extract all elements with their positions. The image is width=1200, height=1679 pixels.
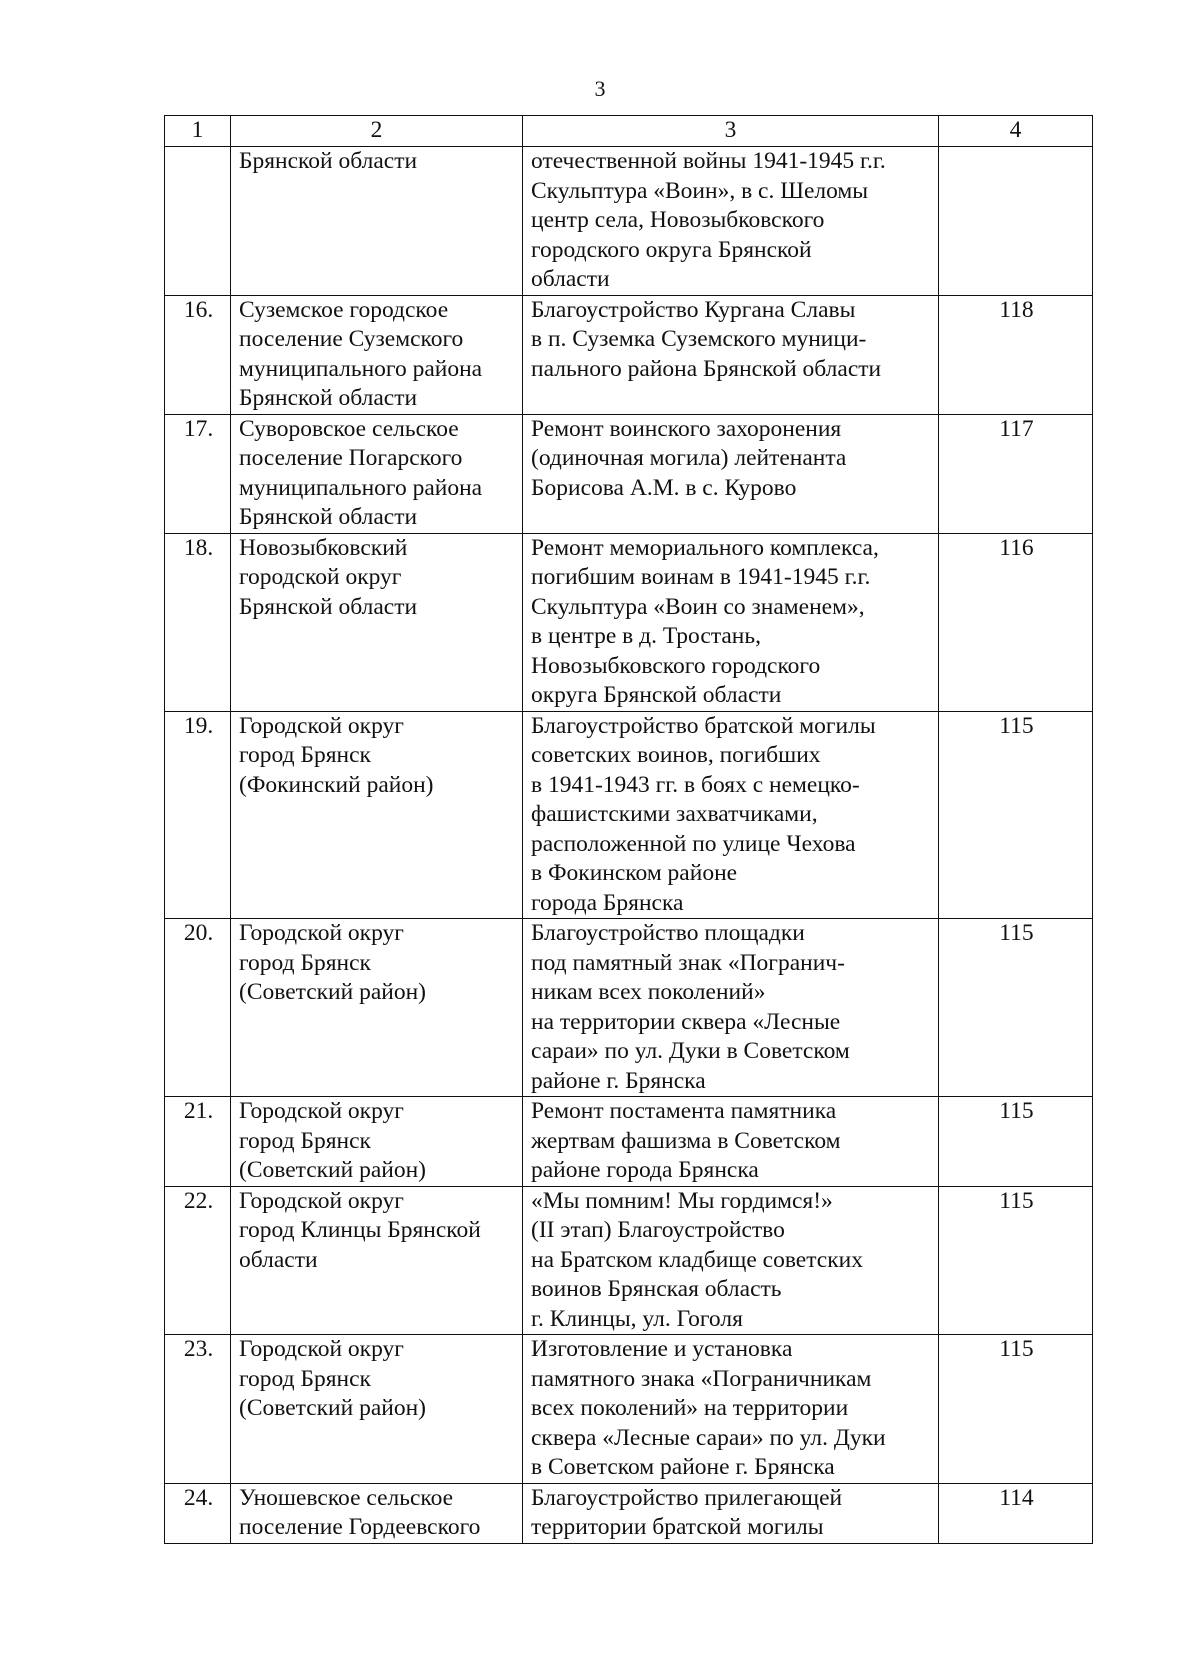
score-cell: 117 [939, 414, 1093, 533]
municipality-cell [231, 414, 523, 533]
project-cell [523, 414, 939, 533]
municipality-line: Суворовское сельское [239, 415, 459, 442]
project-line: расположенной по улице Чехова [531, 830, 856, 857]
municipality-line: город Брянск [239, 1365, 371, 1392]
municipality-line: Унoшевское сельское [239, 1484, 454, 1511]
project-line: советских воинов, погибших [531, 742, 821, 768]
table-row [165, 414, 1093, 533]
row-number: 19. [165, 711, 231, 919]
municipality-cell [231, 711, 523, 919]
row-number: 21. [165, 1097, 231, 1187]
score-cell: 115 [939, 919, 1093, 1097]
municipality-line: (Советский район) [239, 979, 426, 1005]
project-line: отечественной войны 1941-1945 г.г. [531, 148, 886, 174]
municipality-cell [231, 533, 523, 711]
project-line: Благоустройство братской могилы [531, 712, 876, 739]
row-number: 20. [165, 919, 231, 1097]
page-number: 3 [594, 76, 606, 101]
municipality-cell [231, 1097, 523, 1187]
project-line: Благоустройство площадки [531, 920, 805, 946]
municipality-line: муниципального района [239, 355, 483, 382]
project-cell [523, 1097, 939, 1187]
table-header-row [165, 116, 1093, 147]
project-cell [523, 1186, 939, 1335]
project-line: пального района Брянской области [531, 355, 882, 382]
municipality-line: (Советский район) [239, 1395, 426, 1421]
project-cell [523, 919, 939, 1097]
row-number [165, 147, 231, 296]
table-row [165, 1483, 1093, 1543]
project-line: в п. Суземка Суземского муници- [531, 326, 867, 352]
project-line: в центре в д. Тростань, [531, 623, 761, 649]
project-line: Скульптура «Воин», в с. Шеломы [531, 177, 869, 204]
project-line: области [531, 266, 610, 292]
table-row [165, 147, 1093, 296]
table-row [165, 1335, 1093, 1484]
score-cell: 116 [939, 533, 1093, 711]
municipality-line: город Клинцы Брянской [239, 1217, 481, 1243]
project-cell [523, 1483, 939, 1543]
project-line: воинов Брянская область [531, 1276, 782, 1302]
score-cell: 114 [939, 1483, 1093, 1543]
score-cell: 118 [939, 295, 1093, 414]
project-line: на Братском кладбище советских [531, 1246, 863, 1273]
header-col-1: 1 [165, 116, 231, 147]
municipality-cell [231, 1186, 523, 1335]
table-row [165, 1186, 1093, 1335]
row-number: 22. [165, 1186, 231, 1335]
score-cell [939, 147, 1093, 296]
project-line: погибшим воинам в 1941-1945 г.г. [531, 564, 871, 590]
table-row [165, 711, 1093, 919]
table-row [165, 295, 1093, 414]
project-line: Изготовление и установка [531, 1336, 793, 1362]
project-line: Благоустройство Кургана Славы [531, 296, 856, 323]
project-line: центр села, Новозыбковского [531, 207, 825, 233]
project-line: г. Клинцы, ул. Гоголя [531, 1305, 743, 1332]
municipality-line: Городской округ [239, 920, 404, 946]
project-line: памятного знака «Пограничникам [531, 1365, 872, 1392]
row-number: 17. [165, 414, 231, 533]
grants-table [164, 115, 1093, 1544]
municipality-line: Городской округ [239, 1187, 404, 1214]
municipality-line: Брянской области [239, 148, 418, 174]
table-body [165, 147, 1093, 1544]
table-row [165, 1097, 1093, 1187]
municipality-line: город Брянск [239, 742, 371, 768]
municipality-cell [231, 919, 523, 1097]
municipality-line: город Брянск [239, 1127, 371, 1154]
project-line: городского округа Брянской [531, 236, 812, 263]
municipality-line: поселение Суземского [239, 326, 464, 352]
municipality-line: Городской округ [239, 1098, 404, 1124]
municipality-line: поселение Гордеевского [239, 1514, 481, 1540]
project-line: в Советском районе г. Брянска [531, 1454, 835, 1480]
municipality-line: Брянской области [239, 593, 418, 620]
municipality-line: городской округ [239, 564, 402, 590]
project-line: сквера «Лесные сараи» по ул. Дуки [531, 1424, 886, 1451]
score-cell: 115 [939, 711, 1093, 919]
project-line: в 1941-1943 гг. в боях с немецко- [531, 771, 860, 798]
score-cell: 115 [939, 1335, 1093, 1484]
project-line: Новозыбковского городского [531, 652, 821, 679]
project-cell [523, 295, 939, 414]
row-number: 18. [165, 533, 231, 711]
project-line: районе г. Брянска [531, 1067, 706, 1094]
project-line: в Фокинском районе [531, 860, 738, 886]
project-cell [523, 147, 939, 296]
municipality-line: Городской округ [239, 712, 404, 739]
project-line: на территории сквера «Лесные [531, 1008, 841, 1035]
project-line: жертвам фашизма в Советском [531, 1127, 841, 1154]
project-line: Скульптура «Воин со знаменем», [531, 593, 865, 620]
project-line: Борисова А.М. в с. Курово [531, 474, 797, 501]
row-number: 24. [165, 1483, 231, 1543]
project-cell [523, 533, 939, 711]
municipality-line: (Фокинский район) [239, 771, 434, 798]
header-col-2: 2 [231, 116, 523, 147]
project-line: «Мы помним! Мы гордимся!» [531, 1187, 833, 1214]
municipality-line: Новозыбковский [239, 534, 408, 561]
project-line: Ремонт воинского захоронения [531, 415, 842, 442]
municipality-cell [231, 295, 523, 414]
municipality-line: город Брянск [239, 949, 371, 976]
project-line: Благоустройство прилегающей [531, 1484, 843, 1511]
project-line: под памятный знак «Погранич- [531, 949, 845, 976]
project-line: Ремонт постамента памятника [531, 1098, 837, 1124]
municipality-line: Брянской области [239, 385, 418, 411]
row-number: 16. [165, 295, 231, 414]
municipality-line: Брянской области [239, 504, 418, 530]
municipality-cell [231, 147, 523, 296]
municipality-line: Городской округ [239, 1336, 404, 1362]
project-line: никам всех поколений» [531, 979, 766, 1005]
project-line: Ремонт мемориального комплекса, [531, 534, 879, 561]
row-number: 23. [165, 1335, 231, 1484]
table-row [165, 919, 1093, 1097]
municipality-line: области [239, 1246, 318, 1273]
municipality-cell [231, 1483, 523, 1543]
table-row [165, 533, 1093, 711]
project-cell [523, 711, 939, 919]
project-line: фашистскими захватчиками, [531, 801, 818, 827]
project-line: города Брянска [531, 889, 684, 916]
municipality-cell [231, 1335, 523, 1484]
project-line: всех поколений» на территории [531, 1395, 849, 1421]
municipality-line: муниципального района [239, 474, 483, 501]
project-line: районе города Брянска [531, 1157, 759, 1183]
header-col-3: 3 [523, 116, 939, 147]
project-line: (II этап) Благоустройство [531, 1217, 785, 1243]
municipality-line: Суземское городское [239, 296, 449, 323]
municipality-line: поселение Погарского [239, 445, 463, 471]
project-line: (одиночная могила) лейтенанта [531, 445, 847, 471]
project-cell [523, 1335, 939, 1484]
municipality-line: (Советский район) [239, 1157, 426, 1183]
project-line: территории братской могилы [531, 1514, 824, 1540]
header-col-4: 4 [939, 116, 1093, 147]
score-cell: 115 [939, 1186, 1093, 1335]
score-cell: 115 [939, 1097, 1093, 1187]
project-line: округа Брянской области [531, 682, 782, 708]
project-line: сараи» по ул. Дуки в Советском [531, 1038, 850, 1064]
